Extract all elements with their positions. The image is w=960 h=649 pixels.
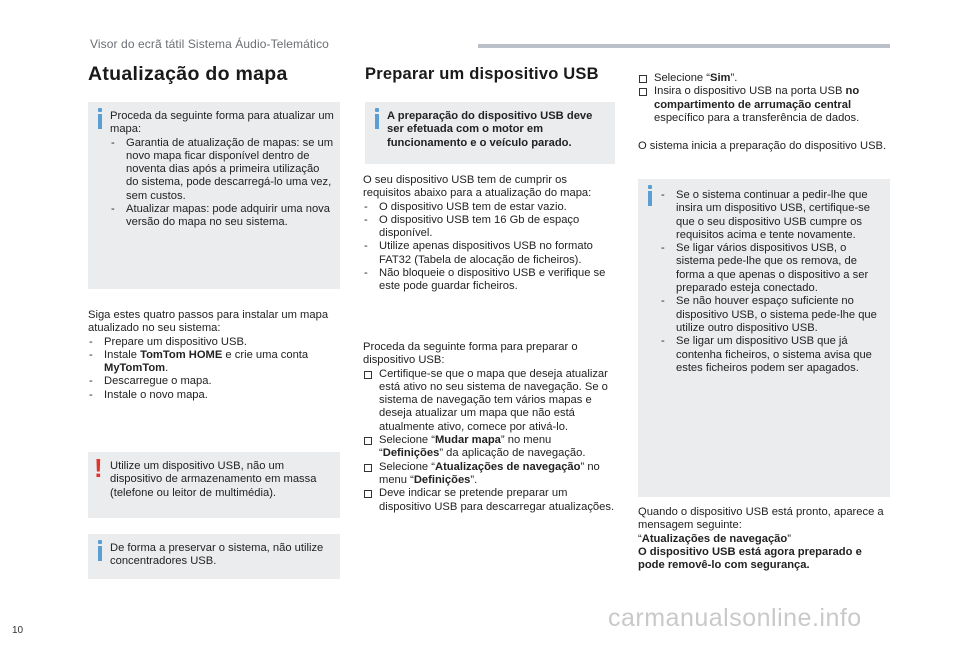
list-item: - O dispositivo USB tem de estar vazio. — [364, 200, 567, 213]
list-item: - Se ligar vários dispositivos USB, o sistema pede-lhe que os remova, de forma a que apenas o dispositivo a ser preparado esteja conectado. — [661, 242, 869, 295]
checkbox-icon — [364, 490, 372, 498]
running-header: Visor do ecrã tátil Sistema Áudio-Telemático — [90, 37, 329, 51]
list-item: - Garantia de atualização de mapas: se um novo mapa ficar disponível dentro de noventa dias após a primeira utilização do sistema, pode descarregá-lo uma vez, sem custos. — [111, 136, 334, 202]
list-item: - Não bloqueie o dispositivo USB e verifique se este pode guardar ficheiros. — [364, 267, 606, 293]
ready-msg-title: “Atualizações de navegação” — [638, 532, 791, 545]
checkbox-icon — [364, 371, 372, 379]
usb-requirements-list — [363, 201, 615, 294]
checklist-item: Insira o dispositivo USB na porta USB no compartimento de arrumação central específico para a transferência de dados. — [638, 85, 890, 125]
checklist-item: Selecione “Atualizações de navegação” no menu “Definições”. — [363, 461, 615, 488]
info-box-update — [88, 102, 340, 289]
checklist-item: Certifique-se que o mapa que deseja atualizar está ativo no seu sistema de navegação. Se o sistema de navegação tem vários mapas e deseja atualizar um mapa que não está atualmente ativo, comece por ativá-lo. — [363, 368, 615, 434]
header-rule — [478, 44, 890, 48]
page-title: Atualização do mapa — [88, 63, 288, 85]
usb-prep-list — [363, 368, 615, 514]
list-item: - Se o sistema continuar a pedir-lhe que insira um dispositivo USB, certifique-se que o seu dispositivo USB cumpre os requisitos acima e tente novamente. — [661, 189, 870, 241]
checkbox-icon — [639, 88, 647, 96]
ready-intro: Quando o dispositivo USB está pronto, aparece a mensagem seguinte: — [638, 506, 884, 532]
warning-icon: ! — [94, 453, 103, 483]
install-steps — [88, 309, 340, 402]
checklist-item: Selecione “Sim”. — [638, 72, 890, 85]
info-box-prep-text: A preparação do dispositivo USB deve ser efetuada com o motor em funcionamento e o veículo parado. — [387, 110, 593, 149]
update-options-list — [110, 137, 334, 230]
info-icon — [95, 540, 106, 562]
prep-start-text: O sistema inicia a preparação do dispositivo USB. — [638, 140, 887, 152]
checklist-item: Deve indicar se pretende preparar um dispositivo USB para descarregar atualizações. — [363, 487, 615, 514]
info-icon — [372, 108, 383, 130]
info-icon — [645, 185, 656, 207]
list-item: - Se ligar um dispositivo USB que já contenha ficheiros, o sistema avisa que estes ficheiros podem ser apagados. — [661, 335, 872, 374]
page-number: 10 — [12, 625, 24, 636]
watermark: carmanualsonline.info — [608, 604, 862, 632]
install-steps-list — [88, 336, 340, 402]
ready-message — [638, 506, 890, 572]
info-box-hubs — [88, 534, 340, 579]
troubleshoot-body — [660, 189, 884, 375]
usb-final-list — [638, 72, 890, 125]
list-item: - Instale TomTom HOME e crie uma conta MyTomTom. — [89, 348, 309, 375]
info-icon — [95, 108, 106, 130]
usb-requirements — [363, 174, 615, 294]
usb-requirements-intro: O seu dispositivo USB tem de cumprir os requisitos abaixo para a atualização do mapa: — [363, 174, 592, 200]
usb-final-steps — [638, 72, 890, 125]
usb-prep-intro: Proceda da seguinte forma para preparar o dispositivo USB: — [363, 341, 578, 367]
list-item: - O dispositivo USB tem 16 Gb de espaço disponível. — [364, 213, 580, 240]
list-item: - Atualizar mapas: pode adquirir uma nova versão do mapa no seu sistema. — [111, 203, 330, 229]
list-item: - Descarregue o mapa. — [89, 375, 212, 388]
list-item: - Instale o novo mapa. — [89, 388, 208, 401]
warning-box — [88, 452, 340, 518]
usb-prep-steps — [363, 341, 615, 514]
info-box-troubleshoot — [638, 179, 890, 497]
section-title: Preparar um dispositivo USB — [365, 65, 599, 83]
ready-msg-body: O dispositivo USB está agora preparado e pode removê-lo com segurança. — [638, 545, 862, 572]
info-box-intro: Proceda da seguinte forma para atualizar um mapa: — [110, 110, 334, 136]
list-item: - Se não houver espaço suficiente no dispositivo USB, o sistema pede-lhe que utilize outro dispositivo USB. — [661, 295, 877, 334]
warning-text: Utilize um dispositivo USB, não um dispositivo de armazenamento em massa (telefone ou leitor de multimédia). — [110, 460, 317, 499]
checklist-item: Selecione “Mudar mapa” no menu “Definições” da aplicação de navegação. — [363, 434, 615, 461]
info-box-hubs-text: De forma a preservar o sistema, não utilize concentradores USB. — [110, 542, 324, 568]
troubleshoot-list — [660, 189, 884, 375]
checkbox-icon — [364, 464, 372, 472]
install-steps-intro: Siga estes quatro passos para instalar um mapa atualizado no seu sistema: — [88, 309, 329, 335]
list-item: - Prepare um dispositivo USB. — [89, 335, 248, 348]
list-item: - Utilize apenas dispositivos USB no formato FAT32 (Tabela de alocação de ficheiros). — [364, 240, 593, 266]
info-box-body — [110, 110, 334, 230]
info-box-prep — [365, 102, 615, 164]
checkbox-icon — [639, 75, 647, 83]
checkbox-icon — [364, 437, 372, 445]
